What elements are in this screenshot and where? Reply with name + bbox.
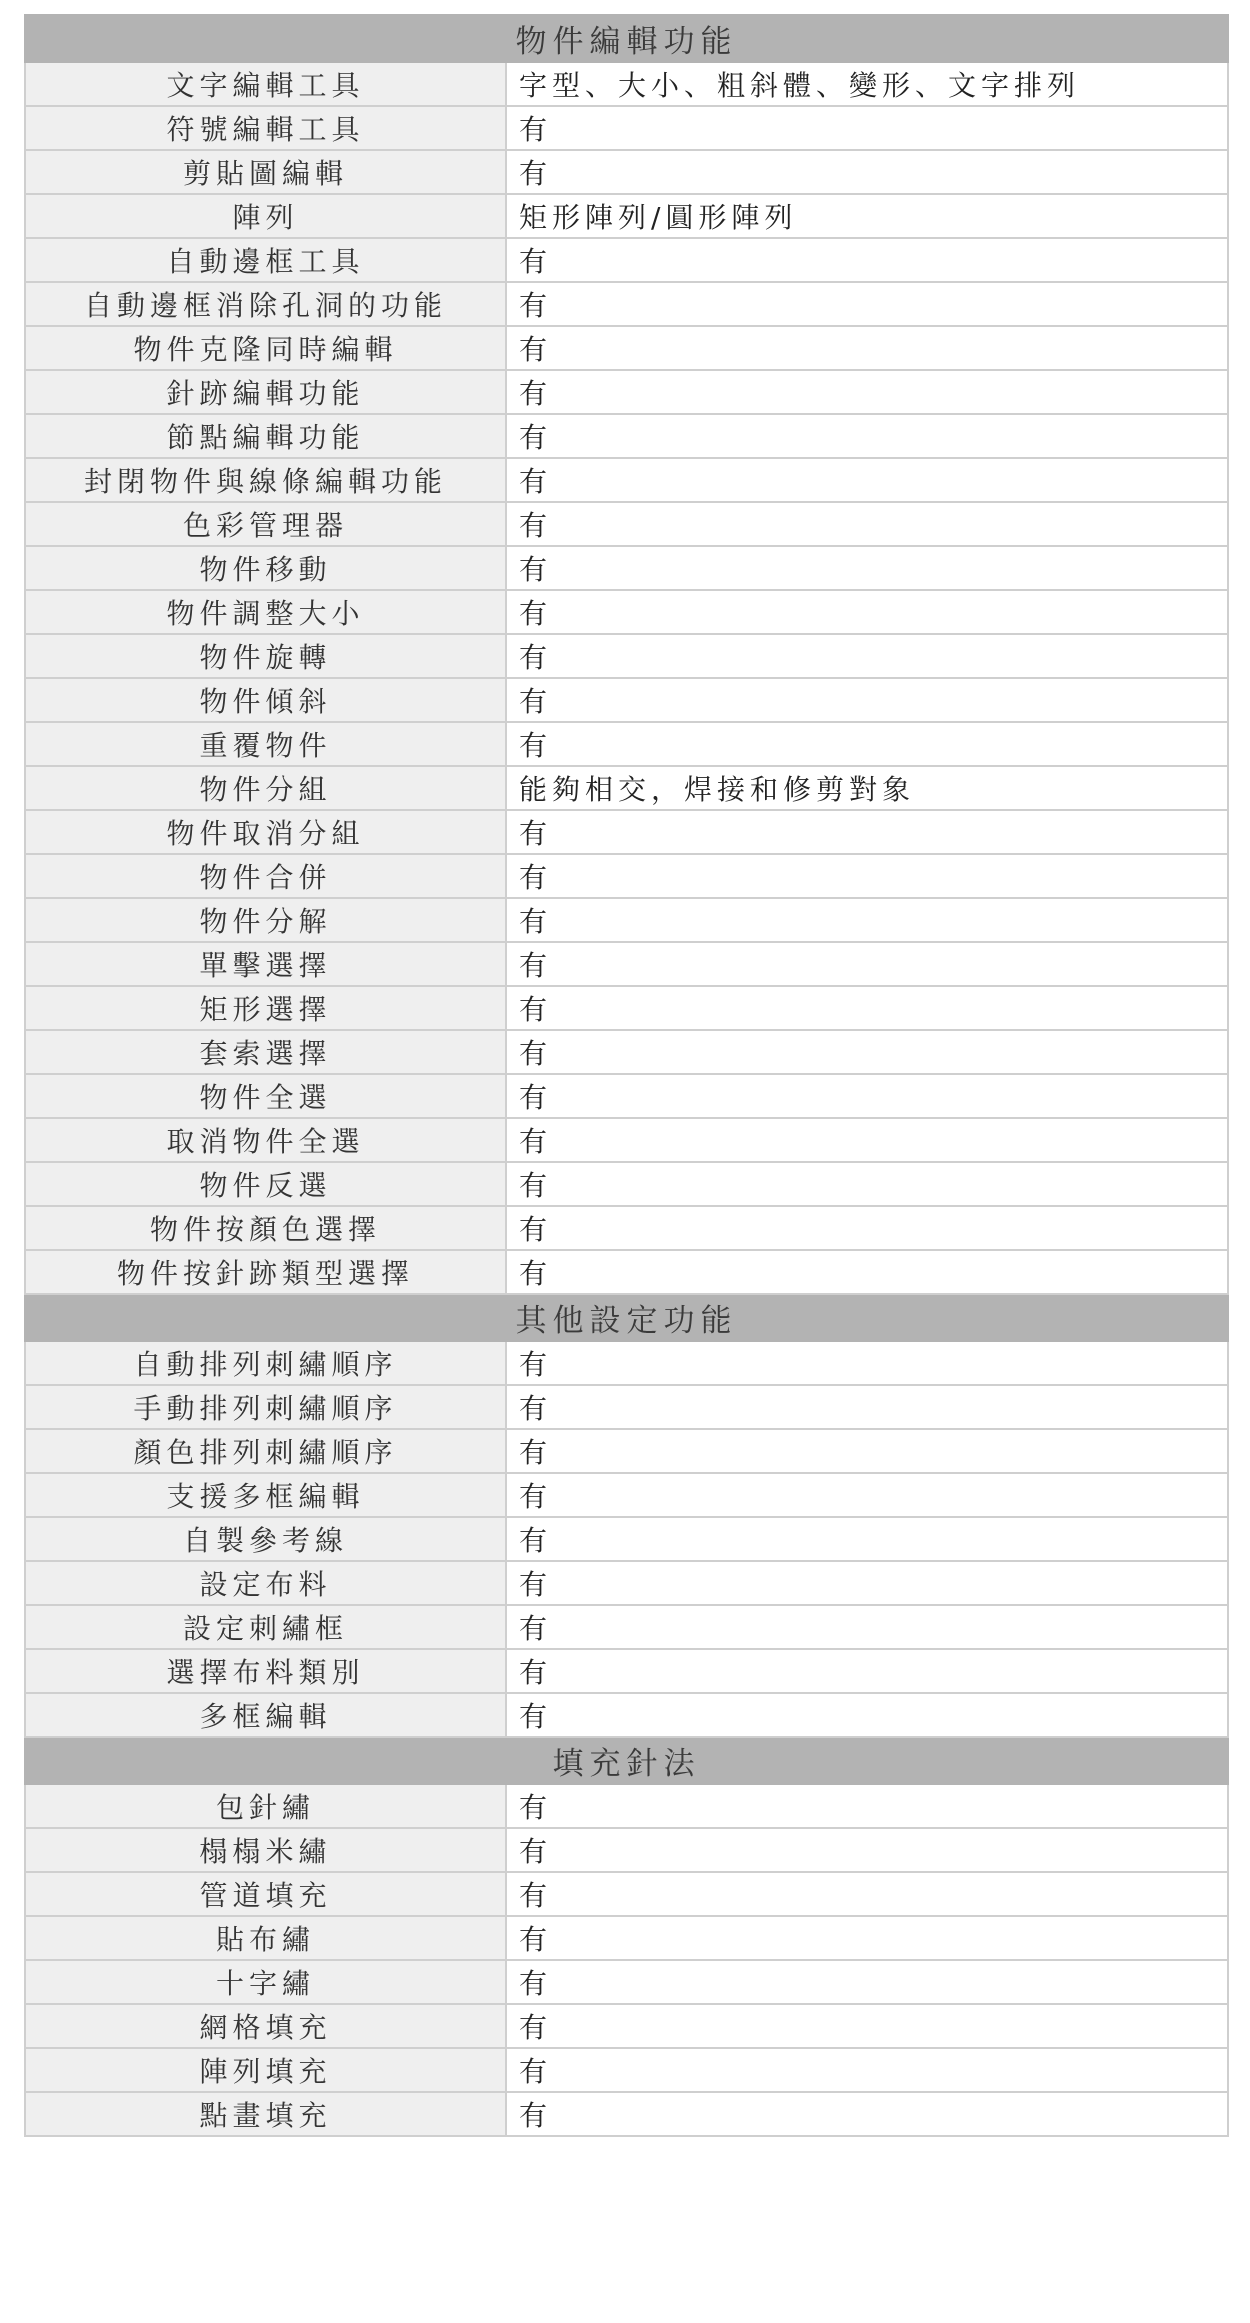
table-row (25, 590, 1228, 634)
section-title: 物件編輯功能 (25, 15, 1228, 62)
feature-label: 單擊選擇 (25, 942, 506, 986)
table-row (25, 502, 1228, 546)
spec-table-body (25, 15, 1228, 2136)
feature-value: 有 (506, 634, 1228, 678)
feature-label: 設定布料 (25, 1561, 506, 1605)
feature-label: 物件調整大小 (25, 590, 506, 634)
feature-label: 設定刺繡框 (25, 1605, 506, 1649)
table-row (25, 238, 1228, 282)
table-row (25, 1250, 1228, 1294)
feature-label: 自動邊框工具 (25, 238, 506, 282)
feature-value: 字型、大小、粗斜體、變形、文字排列 (506, 62, 1228, 106)
feature-value: 有 (506, 1649, 1228, 1693)
feature-label: 十字繡 (25, 1960, 506, 2004)
table-row (25, 766, 1228, 810)
feature-label: 陣列填充 (25, 2048, 506, 2092)
table-row (25, 678, 1228, 722)
table-row (25, 2004, 1228, 2048)
feature-label: 選擇布料類別 (25, 1649, 506, 1693)
feature-value: 有 (506, 1517, 1228, 1561)
feature-label: 取消物件全選 (25, 1118, 506, 1162)
table-row (25, 1960, 1228, 2004)
feature-label: 顏色排列刺繡順序 (25, 1429, 506, 1473)
table-row (25, 1429, 1228, 1473)
feature-label: 封閉物件與線條編輯功能 (25, 458, 506, 502)
table-row (25, 1649, 1228, 1693)
table-row (25, 634, 1228, 678)
feature-label: 物件按針跡類型選擇 (25, 1250, 506, 1294)
feature-value: 有 (506, 722, 1228, 766)
feature-value: 有 (506, 326, 1228, 370)
feature-value: 有 (506, 546, 1228, 590)
feature-label: 物件全選 (25, 1074, 506, 1118)
feature-label: 支援多框編輯 (25, 1473, 506, 1517)
table-row (25, 194, 1228, 238)
feature-value: 有 (506, 986, 1228, 1030)
table-row (25, 106, 1228, 150)
table-row (25, 2048, 1228, 2092)
table-row (25, 1030, 1228, 1074)
feature-value: 有 (506, 898, 1228, 942)
table-row (25, 2092, 1228, 2136)
feature-label: 多框編輯 (25, 1693, 506, 1737)
feature-label: 物件分組 (25, 766, 506, 810)
feature-label: 網格填充 (25, 2004, 506, 2048)
feature-label: 物件取消分組 (25, 810, 506, 854)
feature-value: 有 (506, 1693, 1228, 1737)
section-header-row (25, 15, 1228, 62)
table-row (25, 1162, 1228, 1206)
feature-label: 物件分解 (25, 898, 506, 942)
table-row (25, 458, 1228, 502)
feature-label: 物件合併 (25, 854, 506, 898)
feature-value: 有 (506, 1162, 1228, 1206)
feature-value: 有 (506, 810, 1228, 854)
feature-value: 有 (506, 1828, 1228, 1872)
feature-value: 有 (506, 1250, 1228, 1294)
table-row (25, 62, 1228, 106)
feature-value: 有 (506, 1030, 1228, 1074)
feature-spec-table (24, 14, 1229, 2137)
feature-label: 榻榻米繡 (25, 1828, 506, 1872)
table-row (25, 282, 1228, 326)
feature-value: 有 (506, 678, 1228, 722)
section-title: 其他設定功能 (25, 1294, 1228, 1341)
feature-value: 有 (506, 1561, 1228, 1605)
feature-label: 文字編輯工具 (25, 62, 506, 106)
feature-label: 物件反選 (25, 1162, 506, 1206)
feature-value: 有 (506, 238, 1228, 282)
feature-value: 有 (506, 150, 1228, 194)
table-row (25, 1828, 1228, 1872)
table-row (25, 1074, 1228, 1118)
table-row (25, 150, 1228, 194)
feature-label: 節點編輯功能 (25, 414, 506, 458)
table-row (25, 546, 1228, 590)
feature-value: 有 (506, 1473, 1228, 1517)
feature-value: 有 (506, 2004, 1228, 2048)
feature-label: 貼布繡 (25, 1916, 506, 1960)
feature-label: 重覆物件 (25, 722, 506, 766)
table-row (25, 326, 1228, 370)
feature-label: 物件克隆同時編輯 (25, 326, 506, 370)
table-row (25, 1385, 1228, 1429)
table-row (25, 1872, 1228, 1916)
table-row (25, 854, 1228, 898)
section-title: 填充針法 (25, 1737, 1228, 1784)
feature-value: 有 (506, 2048, 1228, 2092)
feature-value: 有 (506, 1385, 1228, 1429)
feature-label: 自製參考線 (25, 1517, 506, 1561)
table-row (25, 370, 1228, 414)
table-row (25, 1206, 1228, 1250)
feature-label: 物件移動 (25, 546, 506, 590)
feature-value: 有 (506, 1605, 1228, 1649)
feature-value: 有 (506, 502, 1228, 546)
table-row (25, 1118, 1228, 1162)
feature-value: 有 (506, 1916, 1228, 1960)
table-row (25, 810, 1228, 854)
feature-value: 有 (506, 2092, 1228, 2136)
feature-value: 有 (506, 1206, 1228, 1250)
section-header-row (25, 1737, 1228, 1784)
feature-label: 手動排列刺繡順序 (25, 1385, 506, 1429)
feature-value: 有 (506, 282, 1228, 326)
table-row (25, 1473, 1228, 1517)
feature-value: 矩形陣列/圓形陣列 (506, 194, 1228, 238)
feature-label: 符號編輯工具 (25, 106, 506, 150)
feature-label: 色彩管理器 (25, 502, 506, 546)
table-row (25, 1561, 1228, 1605)
table-row (25, 1916, 1228, 1960)
feature-value: 有 (506, 370, 1228, 414)
feature-label: 點畫填充 (25, 2092, 506, 2136)
feature-value: 有 (506, 1341, 1228, 1385)
feature-value: 有 (506, 1784, 1228, 1828)
table-row (25, 1517, 1228, 1561)
feature-value: 有 (506, 458, 1228, 502)
feature-value: 有 (506, 1118, 1228, 1162)
feature-label: 剪貼圖編輯 (25, 150, 506, 194)
feature-label: 包針繡 (25, 1784, 506, 1828)
feature-value: 有 (506, 854, 1228, 898)
feature-label: 管道填充 (25, 1872, 506, 1916)
feature-value: 有 (506, 1960, 1228, 2004)
table-row (25, 898, 1228, 942)
feature-label: 物件傾斜 (25, 678, 506, 722)
feature-value: 有 (506, 1872, 1228, 1916)
feature-value: 有 (506, 590, 1228, 634)
feature-value: 有 (506, 1074, 1228, 1118)
feature-value: 有 (506, 1429, 1228, 1473)
feature-value: 有 (506, 414, 1228, 458)
table-row (25, 986, 1228, 1030)
feature-value: 有 (506, 942, 1228, 986)
feature-value: 有 (506, 106, 1228, 150)
feature-label: 自動排列刺繡順序 (25, 1341, 506, 1385)
feature-label: 套索選擇 (25, 1030, 506, 1074)
feature-value: 能夠相交，焊接和修剪對象 (506, 766, 1228, 810)
feature-label: 自動邊框消除孔洞的功能 (25, 282, 506, 326)
table-row (25, 414, 1228, 458)
table-row (25, 722, 1228, 766)
table-row (25, 1605, 1228, 1649)
feature-label: 物件旋轉 (25, 634, 506, 678)
table-row (25, 1784, 1228, 1828)
table-row (25, 1341, 1228, 1385)
feature-label: 物件按顏色選擇 (25, 1206, 506, 1250)
feature-label: 針跡編輯功能 (25, 370, 506, 414)
feature-label: 陣列 (25, 194, 506, 238)
section-header-row (25, 1294, 1228, 1341)
table-row (25, 942, 1228, 986)
feature-label: 矩形選擇 (25, 986, 506, 1030)
table-row (25, 1693, 1228, 1737)
